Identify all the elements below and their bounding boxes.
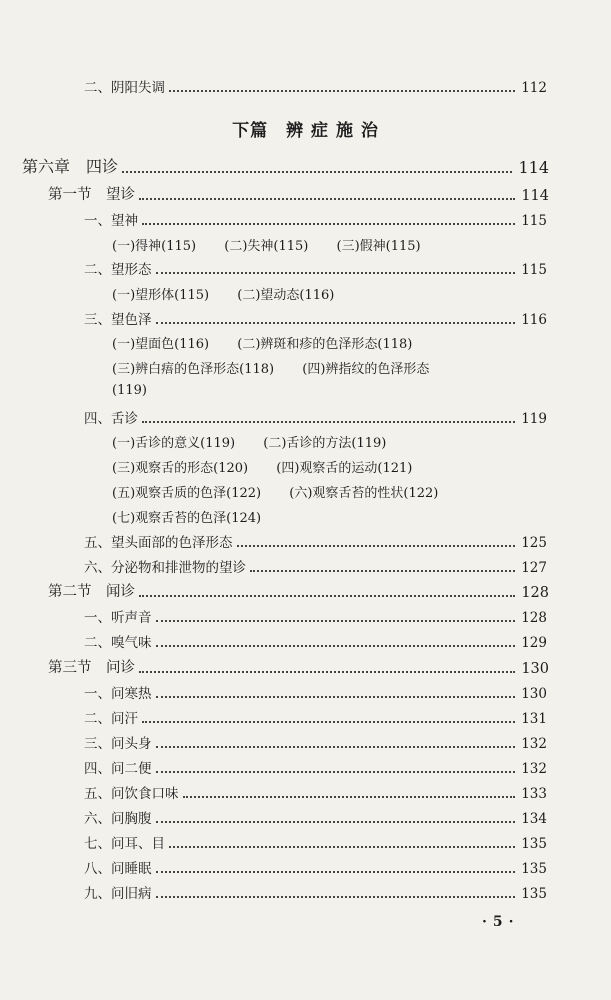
subtopic: (五)观察舌质的色泽(122) xyxy=(112,486,262,501)
leader-dots xyxy=(156,619,516,622)
toc-label: 二、嗅气味 xyxy=(84,635,152,651)
subtopic-line xyxy=(112,284,334,303)
leader-dots xyxy=(156,895,516,898)
subtopic-line xyxy=(112,482,438,501)
toc-label: 三、望色泽 xyxy=(84,312,152,328)
leader-dots xyxy=(156,820,516,823)
toc-page-number: 132 xyxy=(521,761,547,777)
toc-entry xyxy=(84,606,547,626)
toc-page-number: 119 xyxy=(521,411,547,427)
subtopic: (三)假神(115) xyxy=(336,239,421,254)
toc-page-number: 135 xyxy=(521,861,547,877)
toc-label: 五、望头面部的色泽形态 xyxy=(84,535,233,551)
toc-label: 四、问二便 xyxy=(84,761,152,777)
toc-page-number: 131 xyxy=(521,711,547,727)
subtopic: (一)舌诊的意义(119) xyxy=(112,436,236,451)
toc-entry xyxy=(84,757,547,777)
toc-page-number: 125 xyxy=(521,535,547,551)
subtopic: (二)失神(115) xyxy=(224,239,309,254)
toc-entry xyxy=(84,308,547,328)
toc-page-number: 135 xyxy=(521,836,547,852)
page-number-footer: ·5· xyxy=(482,914,520,930)
part-title: 下篇 辨 症 施 治 xyxy=(232,121,379,141)
subtopic-line xyxy=(112,457,412,476)
toc-label: 五、问饮食口味 xyxy=(84,786,179,802)
toc-label: 六、问胸腹 xyxy=(84,811,152,827)
toc-entry xyxy=(84,209,547,229)
subtopic: (四)辨指纹的色泽形态 xyxy=(302,362,430,377)
toc-page-number: 127 xyxy=(521,560,547,576)
toc-page-number: 116 xyxy=(521,312,547,328)
toc-entry xyxy=(84,631,547,651)
section-entry xyxy=(48,183,549,204)
toc-entry xyxy=(84,407,547,427)
toc-label: 二、问汗 xyxy=(84,711,138,727)
subtopic-line xyxy=(112,383,147,398)
leader-dots xyxy=(142,720,515,723)
subtopic: (二)舌诊的方法(119) xyxy=(263,436,387,451)
leader-dots xyxy=(156,644,516,647)
chapter-page-number: 114 xyxy=(518,158,549,177)
toc-label: 二、阴阳失调 xyxy=(84,80,165,96)
subtopic-line xyxy=(112,432,386,451)
toc-label: 三、问头身 xyxy=(84,736,152,752)
section-label: 第三节 问诊 xyxy=(48,660,135,676)
leader-dots xyxy=(156,321,516,324)
toc-label: 九、问旧病 xyxy=(84,886,152,902)
toc-page-number: 115 xyxy=(521,262,547,278)
leader-dots xyxy=(250,569,515,572)
toc-entry xyxy=(84,258,547,278)
toc-page-number: 115 xyxy=(521,213,547,229)
leader-dots xyxy=(169,845,515,848)
toc-entry xyxy=(84,832,547,852)
toc-page-number: 128 xyxy=(521,610,547,626)
toc-label: 四、舌诊 xyxy=(84,411,138,427)
toc-entry xyxy=(84,682,547,702)
subtopic-line xyxy=(112,507,261,526)
subtopic: (一)望面色(116) xyxy=(112,337,210,352)
section-page-number: 114 xyxy=(521,188,549,204)
toc-page-number: 112 xyxy=(521,80,547,96)
subtopic: (二)望动态(116) xyxy=(237,288,335,303)
toc-entry xyxy=(84,531,547,551)
leader-dots xyxy=(156,770,516,773)
leader-dots xyxy=(142,420,515,423)
subtopic-line xyxy=(112,358,429,377)
toc-label: 八、问睡眠 xyxy=(84,861,152,877)
chapter-label: 第六章 四诊 xyxy=(22,157,119,176)
leader-dots xyxy=(237,544,516,547)
leader-dots xyxy=(122,170,512,173)
subtopic: (三)辨白痦的色泽形态(118) xyxy=(112,362,275,377)
toc-page-number: 135 xyxy=(521,886,547,902)
leader-dots xyxy=(156,271,516,274)
toc-label: 一、望神 xyxy=(84,213,138,229)
leader-dots xyxy=(139,594,515,597)
toc-entry xyxy=(84,882,547,902)
leader-dots xyxy=(183,795,516,798)
subtopic-line xyxy=(112,235,421,254)
subtopic: (三)观察舌的形态(120) xyxy=(112,461,249,476)
toc-label: 六、分泌物和排泄物的望诊 xyxy=(84,560,246,576)
subtopic: (七)观察舌苔的色泽(124) xyxy=(112,511,262,526)
subtopic: (二)辨斑和疹的色泽形态(118) xyxy=(237,337,413,352)
toc-entry xyxy=(84,857,547,877)
section-page-number: 128 xyxy=(521,585,549,601)
toc-page-number: 132 xyxy=(521,736,547,752)
toc-entry xyxy=(84,76,547,96)
leader-dots xyxy=(139,197,515,200)
toc-entry xyxy=(84,782,547,802)
subtopic: (四)观察舌的运动(121) xyxy=(276,461,413,476)
toc-page-number: 130 xyxy=(521,686,547,702)
toc-label: 一、听声音 xyxy=(84,610,152,626)
toc-page-number: 133 xyxy=(521,786,547,802)
leader-dots xyxy=(142,222,515,225)
toc-page-number: 129 xyxy=(521,635,547,651)
toc-entry xyxy=(84,707,547,727)
subtopic: (一)得神(115) xyxy=(112,239,197,254)
leader-dots xyxy=(156,695,516,698)
section-entry xyxy=(48,656,549,677)
section-entry xyxy=(48,580,549,601)
leader-dots xyxy=(156,745,516,748)
subtopic: (六)观察舌苔的性状(122) xyxy=(289,486,439,501)
subtopic: (119) xyxy=(112,383,147,398)
chapter-entry xyxy=(22,154,549,177)
toc-entry xyxy=(84,556,547,576)
leader-dots xyxy=(156,870,516,873)
toc-page-number: 134 xyxy=(521,811,547,827)
toc-label: 二、望形态 xyxy=(84,262,152,278)
section-page-number: 130 xyxy=(521,661,549,677)
leader-dots xyxy=(139,670,515,673)
toc-label: 一、问寒热 xyxy=(84,686,152,702)
subtopic-line xyxy=(112,333,412,352)
toc-entry xyxy=(84,807,547,827)
toc-entry xyxy=(84,732,547,752)
toc-label: 七、问耳、目 xyxy=(84,836,165,852)
subtopic: (一)望形体(115) xyxy=(112,288,210,303)
leader-dots xyxy=(169,89,515,92)
section-label: 第一节 望诊 xyxy=(48,187,135,203)
section-label: 第二节 闻诊 xyxy=(48,584,135,600)
